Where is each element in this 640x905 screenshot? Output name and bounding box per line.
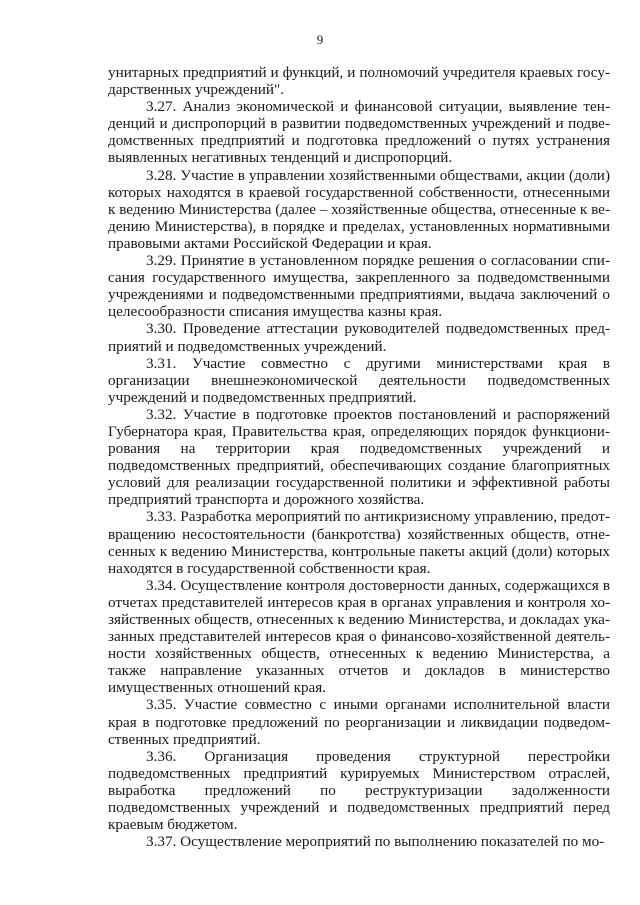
paragraph-3-36: 3.36. Организация проведения структурной перестройки подведомственных предприятий курируемых Министерством отраслей, выработка предложений по реструктуризации задолженности подведомственных учреждений и подведомственных предприятий перед краевым бюджетом. [108, 747, 610, 834]
paragraph-3-37: 3.37. Осуществление мероприятий по выполнению показателей по мо- [146, 833, 605, 851]
page-number: 9 [316, 32, 324, 47]
paragraph-3-35: 3.35. Участие совместно с иными органами исполнительной власти края в подготовке предложений по реорганизации и ликвидации подведомственных предприятий. [108, 696, 610, 748]
paragraph-3-31: 3.31. Участие совместно с другими министерствами края в организации внешнеэкономической деятельности подведомственных учреждений и подведомственных предприятий. [108, 354, 610, 406]
paragraph-3-34: 3.34. Осуществление контроля достоверности данных, содержащихся в отчетах представителей интересов края в органах управления и контроля хозяйственных обществ, отнесенных к ведению Министерства, и докладах указанных представителей интересов края о финансово-хозяйственной деятельности хозяйственных обществ, отнесенных к ведению Министерства, а также направление указанных отчетов и докладов в министерство имущественных отношений края. [108, 576, 610, 697]
paragraph-3-29: 3.29. Принятие в установленном порядке решения о согласовании списания государственного имущества, закрепленного за подведомственными учреждениями и подведомственными предприятиями, выдача заключений о целесообразности списания имущества казны края. [108, 252, 610, 321]
document-body [108, 64, 610, 850]
paragraph-3-33: 3.33. Разработка мероприятий по антикризисному управлению, предотвращению несостоятельности (банкротства) хозяйственных обществ, отнесенных к ведению Министерства, контрольные пакеты акций (доли) которых находятся в государственной собственности края. [108, 508, 610, 577]
continuation-paragraph: унитарных предприятий и функций, и полномочий учредителя краевых государственных учреждений". [108, 64, 610, 99]
paragraph-3-27: 3.27. Анализ экономической и финансовой ситуации, выявление тенденций и диспропорций в развитии подведомственных учреждений и подведомственных предприятий и подготовка предложений о путях устранения выявленных негативных тенденций и диспропорций. [108, 98, 610, 167]
paragraph-3-28: 3.28. Участие в управлении хозяйственными обществами, акции (доли) которых находятся в краевой государственной собственности, отнесенными к ведению Министерства (далее – хозяйственные общества, отнесенные к ведению Министерства), в порядке и пределах, установленных нормативными правовыми актами Российской Федерации и края. [108, 166, 610, 252]
paragraph-3-32: 3.32. Участие в подготовке проектов постановлений и распоряжений Губернатора края, Правительства края, определяющих порядок функционирования на территории края подведомственных учреждений и подведомственных предприятий, обеспечивающих создание благоприятных условий для реализации государственной политики и эффективной работы предприятий транспорта и дорожного хозяйства. [108, 405, 610, 509]
paragraph-3-30: 3.30. Проведение аттестации руководителей подведомственных предприятий и подведомственных учреждений. [108, 320, 610, 355]
